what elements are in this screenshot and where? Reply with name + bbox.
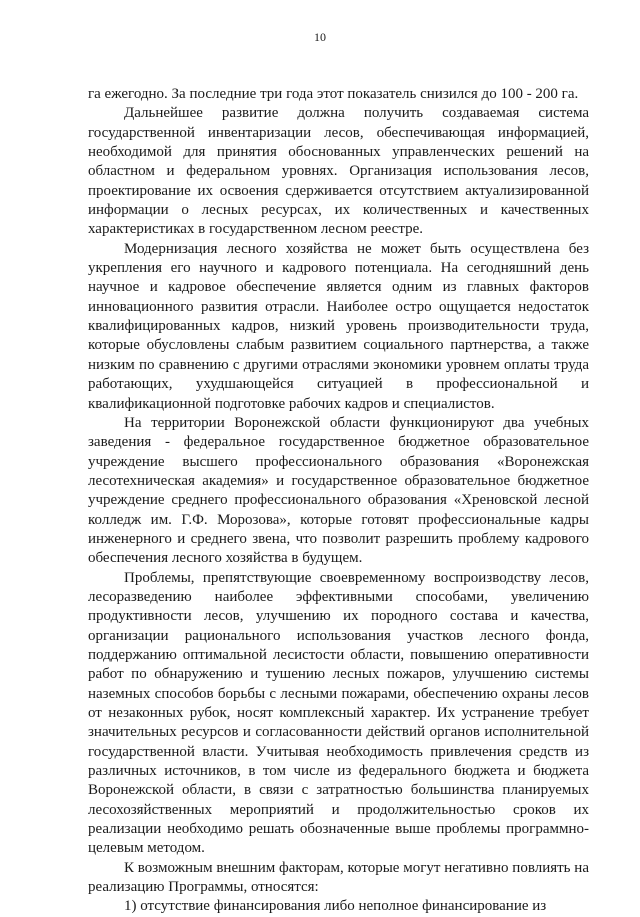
paragraph-6: К возможным внешним факторам, которые могут негативно повлиять на реализацию Программы, относятся: [88,859,589,896]
body-text [88,85,589,917]
paragraph-7: 1) отсутствие финансирования либо неполное финансирование из [124,898,547,915]
page-number: 10 [314,30,326,44]
paragraph-5: Проблемы, препятствующие своевременному воспроизводству лесов, лесоразведению наиболее эффективными способами, увеличению продуктивности лесов, улучшению их породного состава и качества, организации рационального использования участков лесного фонда, поддержанию оптимальной лесистости области, повышению оперативности работ по обнаружению и тушению лесных пожаров, улучшению системы наземных способов борьбы с лесными пожарами, обеспечению охраны лесов от незаконных рубок, носят комплексный характер. Их устранение требует значительных ресурсов и согласованности действий органов исполнительной государственной власти. Учитывая необходимость привлечения средств из различных источников, в том числе из федерального бюджета и бюджета Воронежской области, в связи с затратностью большинства планируемых лесохозяйственных мероприятий и продолжительностью сроков их реализации необходимо решать обозначенные выше проблемы программно-целевым методом. [88,569,589,857]
paragraph-2: Дальнейшее развитие должна получить создаваемая система государственной инвентаризации лесов, обеспечивающая информацией, необходимой для принятия обоснованных управленческих решений на областном и федеральном уровнях. Организация использования лесов, проектирование их освоения сдерживается отсутствием актуализированной информации о лесных ресурсах, их количественных и качественных характеристиках в государственном лесном реестре. [88,105,589,238]
paragraph-3: Модернизация лесного хозяйства не может быть осуществлена без укрепления его научного и кадрового потенциала. На сегодняшний день научное и кадровое обеспечение является одним из главных факторов инновационного развития отрасли. Наиболее остро ощущается недостаток квалифицированных кадров, низкий уровень производительности труда, которые обусловлены слабым развитием социального партнерства, а также низким по сравнению с другими отраслями экономики уровнем оплаты труда работающих, ухудшающейся ситуацией в профессиональной и квалификационной подготовке рабочих кадров и специалистов. [88,240,589,412]
paragraph-4: На территории Воронежской области функционируют два учебных заведения - федеральное государственное бюджетное образовательное учреждение высшего профессионального образования «Воронежская лесотехническая академия» и государственное образовательное бюджетное учреждение среднего профессионального образования «Хреновской лесной колледж им. Г.Ф. Морозова», которые готовят профессиональные кадры инженерного и среднего звена, что позволит разрешить проблему кадрового обеспечения лесного хозяйства в будущем. [88,414,589,567]
paragraph-1: га ежегодно. За последние три года этот показатель снизился до 100 - 200 га. [88,86,579,102]
